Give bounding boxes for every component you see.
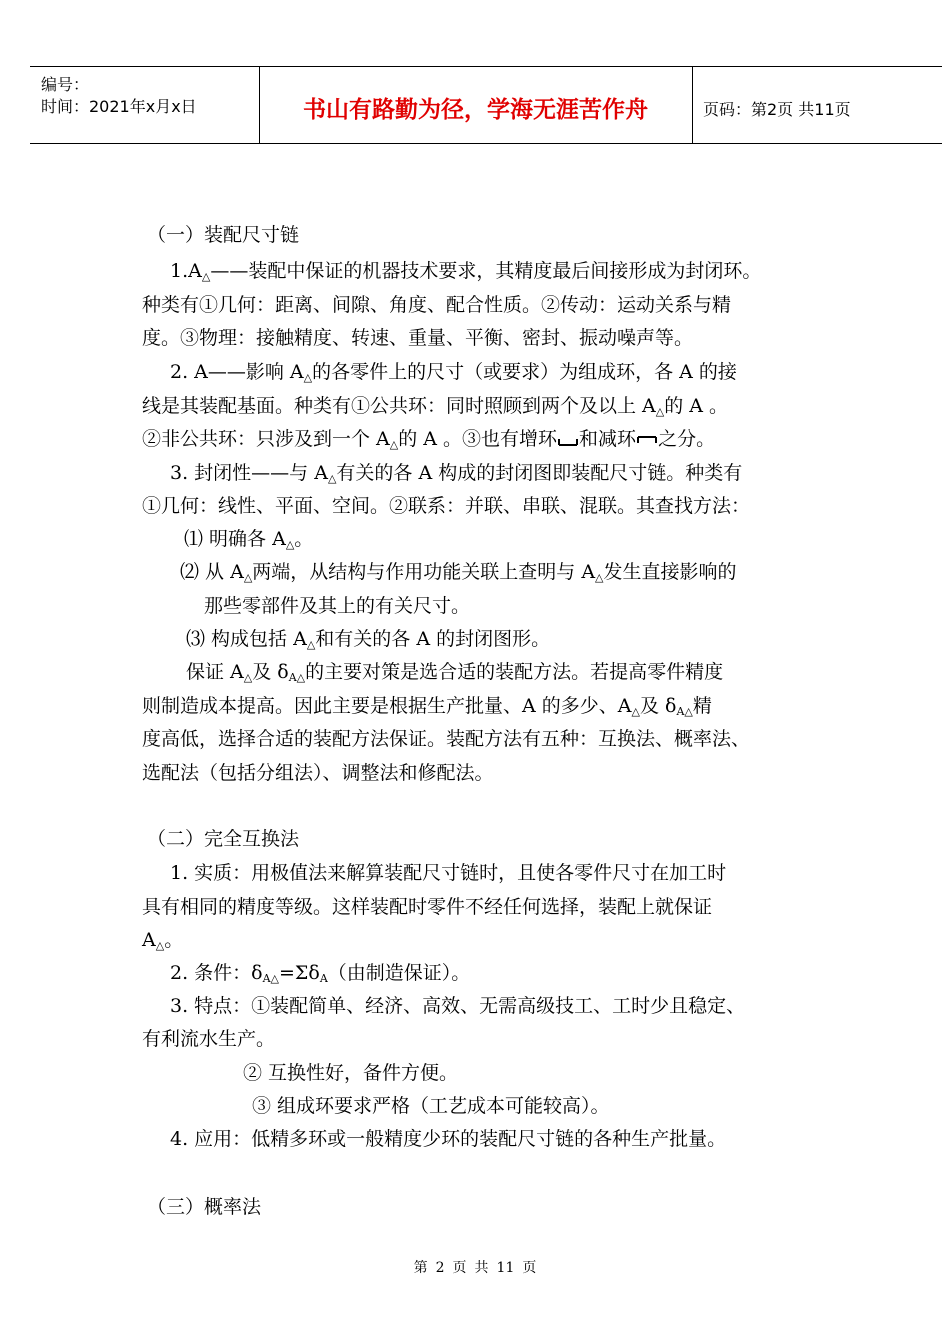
paragraph-line: ②非公共环：只涉及到一个 $A_\triangle$的 A 。③也有增环 和减环 之分。 — [142, 428, 716, 451]
paragraph-line: 2. A——影响 $A_\triangle$的各零件上的尺寸（或要求）为组成环，各 A 的接 — [170, 361, 737, 384]
decreasing-ring-symbol — [636, 431, 658, 447]
list-item: ⑵ 从 $A_\triangle$两端，从结构与作用功能关联上查明与 $A_\triangle$发生直接影响的 — [180, 561, 737, 584]
list-item-continuation: 那些零部件及其上的有关尺寸。 — [204, 595, 471, 617]
page-label: 页码：第2页 共11页 — [703, 100, 851, 119]
time-label: 时间：2021年x月x日 — [41, 97, 197, 116]
section-title: （二）完全互换法 — [147, 828, 300, 850]
header-top-rule — [30, 66, 942, 67]
paragraph-line: 度。③物理：接触精度、转速、重量、平衡、密封、振动噪声等。 — [142, 327, 694, 349]
page-footer: 第 2 页 共 11 页 — [413, 1260, 537, 1276]
paragraph-line: 有利流水生产。 — [142, 1028, 276, 1050]
paragraph-line: 3. 封闭性——与 $A_\triangle$有关的各 A 构成的封闭图即装配尺寸链。种类有 — [170, 462, 743, 485]
document-header — [30, 66, 942, 144]
paragraph-line: 2. 条件：$\delta_{A\triangle}=\Sigma\delta_A$（由制造保证）。 — [170, 962, 471, 985]
paragraph-line: $1.A_\triangle——$装配中保证的机器技术要求，其精度最后间接形成为封闭环。 — [170, 260, 762, 283]
paragraph-line: $A_\triangle$。 — [142, 929, 184, 952]
section-title: （三）概率法 — [147, 1196, 262, 1218]
section-title: （一）装配尺寸链 — [147, 224, 300, 246]
paragraph-line: 种类有①几何：距离、间隙、角度、配合性质。②传动：运动关系与精 — [142, 294, 732, 316]
paragraph-line: 3. 特点：①装配简单、经济、高效、无需高级技工、工时少且稳定、 — [170, 995, 746, 1017]
paragraph-line: 度高低，选择合适的装配方法保证。装配方法有五种：互换法、概率法、 — [142, 728, 751, 750]
paragraph-line: 4. 应用：低精多环或一般精度少环的装配尺寸链的各种生产批量。 — [170, 1128, 727, 1150]
list-item: ⑶ 构成包括 $A_\triangle$和有关的各 A 的封闭图形。 — [186, 628, 551, 651]
paragraph-line: 选配法（包括分组法）、调整法和修配法。 — [142, 762, 494, 784]
motto: 书山有路勤为径，学海无涯苦作舟 — [303, 97, 648, 123]
list-item: ③ 组成环要求严格（工艺成本可能较高）。 — [252, 1095, 610, 1117]
paragraph-line: 则制造成本提高。因此主要是根据生产批量、A 的多少、$A_\triangle$及 $\delta_{A\triangle}$精 — [142, 695, 712, 718]
paragraph-line: 保证 $A_\triangle$及 $\delta_{A\triangle}$的主要对策是选合适的装配方法。若提高零件精度 — [186, 661, 724, 684]
increasing-ring-symbol — [557, 431, 579, 447]
number-label: 编号： — [41, 75, 90, 94]
paragraph-line: 具有相同的精度等级。这样装配时零件不经任何选择，装配上就保证 — [142, 896, 713, 918]
paragraph-line: ①几何：线性、平面、空间。②联系：并联、串联、混联。其查找方法： — [142, 495, 751, 517]
header-bottom-rule — [30, 143, 942, 144]
list-item: ② 互换性好，备件方便。 — [243, 1062, 459, 1084]
header-divider — [692, 66, 693, 144]
paragraph-line: 1. 实质：用极值法来解算装配尺寸链时，且使各零件尺寸在加工时 — [170, 862, 727, 884]
paragraph-line: 线是其装配基面。种类有①公共环：同时照顾到两个及以上 $A_\triangle$的 A 。 — [142, 395, 729, 418]
list-item: ⑴ 明确各 $A_\triangle$。 — [184, 528, 314, 551]
